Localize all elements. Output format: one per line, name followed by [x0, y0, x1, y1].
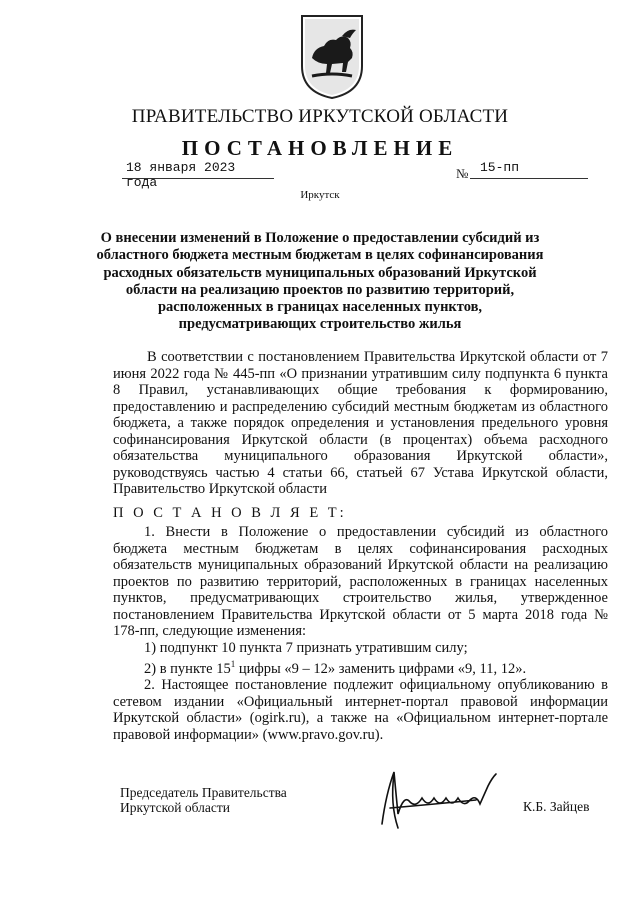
number-underline	[470, 178, 588, 179]
document-number: 15-пп	[480, 160, 520, 175]
number-sign: №	[456, 166, 469, 181]
decree-word: П О С Т А Н О В Л Я Е Т:	[113, 505, 347, 521]
handwritten-signature	[376, 764, 506, 832]
sub-item-2-end: цифры «9 – 12» заменить цифрами «9, 11, 12».	[235, 660, 527, 677]
signatory-position	[120, 785, 287, 815]
date-underline	[122, 178, 274, 179]
document-date: 18 января 2023 года	[126, 160, 236, 190]
sub-item-2-start: 2) в пункте 15	[144, 660, 231, 677]
sub-item-1: 1) подпункт 10 пункта 7 признать утратившим силу;	[144, 639, 468, 656]
signatory-position-line-2: Иркутской области	[120, 800, 231, 815]
sub-item-2	[113, 656, 608, 677]
signatory-name: К.Б. Зайцев	[523, 799, 590, 814]
sub-item-2-superscript: 1	[230, 659, 236, 669]
coat-of-arms-emblem	[298, 12, 366, 100]
decree-items	[113, 524, 608, 743]
government-name: ПРАВИТЕЛЬСТВО ИРКУТСКОЙ ОБЛАСТИ	[131, 106, 509, 127]
preamble	[113, 349, 608, 498]
item-1: 1. Внести в Положение о предоставлении субсидий из областного бюджета местным бюджетам в целях софинансирования расходных обязательств муниципальных образований Иркутской области на реализацию проектов по развитию территорий, расположенных в границах населенных пунктов, предусматривающих строительство жилья, утвержденное постановлением Правительства Иркутской области от 5 марта 2018 года № 178-пп, следующие изменения:	[113, 524, 608, 639]
city-name: Иркутск	[300, 189, 340, 201]
item-2: 2. Настоящее постановление подлежит официальному опубликованию в сетевом издании «Официальный интернет-портал правовой информации Иркутской области» (ogirk.ru), а также на «Официальном интернет-портале правовой информации» (www.pravo.gov.ru).	[113, 677, 608, 743]
document-heading: О внесении изменений в Положение о предоставлении субсидий из областного бюджета местным бюджетам в целях софинансирования расходных обязательств муниципальных образований Иркутской области на реализацию проектов по развитию территорий, расположенных в границах населенных пунктов, предусматривающих строительство жилья	[96, 230, 544, 333]
preamble-text: В соответствии с постановлением Правительства Иркутской области от 7 июня 2022 года № 445-пп «О признании утратившим силу подпункта 6 пункта 8 Правил, устанавливающих общие требования к формированию, предоставлению и распределению субсидий местным бюджетам из областного бюджета, а также порядок определения и установления предельного уровня софинансирования Иркутской области (в процентах) объема расходного обязательства муниципального образования Иркутской области», руководствуясь частью 4 статьи 66, статьей 67 Устава Иркутской области, Правительство Иркутской области	[113, 349, 608, 497]
signatory-position-line-1: Председатель Правительства	[120, 785, 287, 800]
document-type-title: ПОСТАНОВЛЕНИЕ	[181, 136, 459, 160]
